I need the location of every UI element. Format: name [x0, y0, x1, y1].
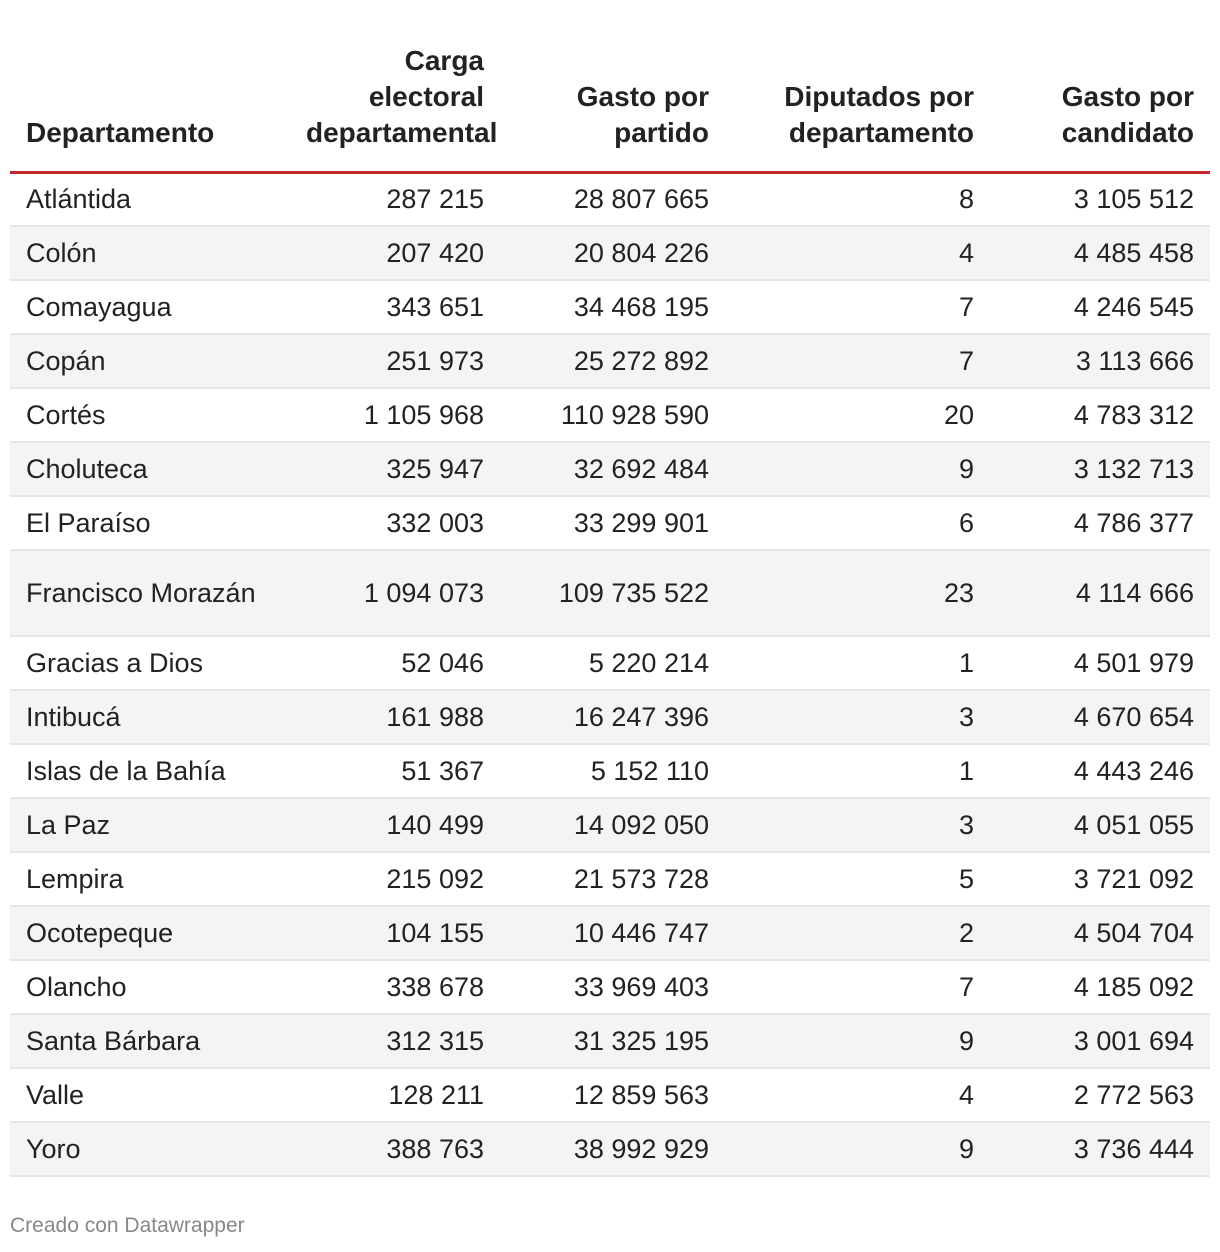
cell-gasto-por-candidato: 4 485 458 — [990, 226, 1210, 280]
cell-gasto-por-candidato: 4 504 704 — [990, 906, 1210, 960]
cell-gasto-por-partido: 33 969 403 — [500, 960, 725, 1014]
header-row — [10, 0, 1210, 172]
table-row — [10, 906, 1210, 960]
cell-carga-electoral: 388 763 — [290, 1122, 500, 1176]
cell-diputados: 2 — [725, 906, 990, 960]
cell-gasto-por-candidato: 3 736 444 — [990, 1122, 1210, 1176]
cell-departamento: El Paraíso — [10, 496, 290, 550]
cell-departamento: Lempira — [10, 852, 290, 906]
cell-gasto-por-partido: 31 325 195 — [500, 1014, 725, 1068]
cell-gasto-por-partido: 25 272 892 — [500, 334, 725, 388]
data-table-container — [10, 0, 1210, 1177]
cell-carga-electoral: 215 092 — [290, 852, 500, 906]
cell-gasto-por-candidato: 4 501 979 — [990, 636, 1210, 690]
cell-diputados: 1 — [725, 636, 990, 690]
cell-diputados: 6 — [725, 496, 990, 550]
table-row — [10, 496, 1210, 550]
cell-gasto-por-partido: 32 692 484 — [500, 442, 725, 496]
cell-diputados: 5 — [725, 852, 990, 906]
cell-diputados: 4 — [725, 1068, 990, 1122]
table-row — [10, 798, 1210, 852]
cell-departamento: Cortés — [10, 388, 290, 442]
cell-carga-electoral: 332 003 — [290, 496, 500, 550]
table-header — [10, 0, 1210, 172]
cell-gasto-por-partido: 5 152 110 — [500, 744, 725, 798]
cell-departamento: Choluteca — [10, 442, 290, 496]
cell-gasto-por-partido: 12 859 563 — [500, 1068, 725, 1122]
table-row — [10, 744, 1210, 798]
table-row — [10, 226, 1210, 280]
cell-carga-electoral: 104 155 — [290, 906, 500, 960]
cell-gasto-por-partido: 5 220 214 — [500, 636, 725, 690]
cell-departamento: Intibucá — [10, 690, 290, 744]
cell-diputados: 7 — [725, 960, 990, 1014]
cell-departamento: Islas de la Bahía — [10, 744, 290, 798]
table-row — [10, 690, 1210, 744]
table-row — [10, 1122, 1210, 1176]
cell-gasto-por-candidato: 3 721 092 — [990, 852, 1210, 906]
column-header-departamento[interactable]: Departamento — [10, 0, 290, 172]
cell-departamento: Colón — [10, 226, 290, 280]
data-table — [10, 0, 1210, 1177]
cell-carga-electoral: 343 651 — [290, 280, 500, 334]
column-header-diputados[interactable]: Diputados por departamento — [725, 0, 990, 172]
table-row — [10, 636, 1210, 690]
cell-diputados: 23 — [725, 550, 990, 636]
cell-gasto-por-partido: 20 804 226 — [500, 226, 725, 280]
column-header-carga-electoral[interactable]: Carga electoral departamental — [290, 0, 500, 172]
table-row — [10, 960, 1210, 1014]
cell-carga-electoral: 287 215 — [290, 172, 500, 226]
cell-departamento: Yoro — [10, 1122, 290, 1176]
cell-carga-electoral: 161 988 — [290, 690, 500, 744]
cell-carga-electoral: 338 678 — [290, 960, 500, 1014]
cell-departamento: Copán — [10, 334, 290, 388]
cell-diputados: 4 — [725, 226, 990, 280]
cell-diputados: 8 — [725, 172, 990, 226]
cell-carga-electoral: 1 094 073 — [290, 550, 500, 636]
cell-carga-electoral: 325 947 — [290, 442, 500, 496]
cell-diputados: 9 — [725, 1122, 990, 1176]
cell-departamento: Gracias a Dios — [10, 636, 290, 690]
cell-gasto-por-partido: 16 247 396 — [500, 690, 725, 744]
cell-gasto-por-candidato: 4 051 055 — [990, 798, 1210, 852]
cell-carga-electoral: 207 420 — [290, 226, 500, 280]
cell-departamento: Ocotepeque — [10, 906, 290, 960]
cell-gasto-por-partido: 10 446 747 — [500, 906, 725, 960]
cell-gasto-por-candidato: 4 246 545 — [990, 280, 1210, 334]
footer-credit: Creado con Datawrapper — [10, 1214, 245, 1237]
cell-departamento: Comayagua — [10, 280, 290, 334]
cell-gasto-por-candidato: 4 185 092 — [990, 960, 1210, 1014]
cell-diputados: 9 — [725, 1014, 990, 1068]
cell-departamento: Atlántida — [10, 172, 290, 226]
cell-gasto-por-candidato: 4 786 377 — [990, 496, 1210, 550]
cell-gasto-por-partido: 110 928 590 — [500, 388, 725, 442]
cell-diputados: 7 — [725, 280, 990, 334]
cell-diputados: 3 — [725, 690, 990, 744]
cell-gasto-por-partido: 38 992 929 — [500, 1122, 725, 1176]
cell-carga-electoral: 312 315 — [290, 1014, 500, 1068]
cell-gasto-por-candidato: 3 105 512 — [990, 172, 1210, 226]
cell-gasto-por-candidato: 2 772 563 — [990, 1068, 1210, 1122]
cell-gasto-por-partido: 28 807 665 — [500, 172, 725, 226]
table-row — [10, 442, 1210, 496]
column-header-gasto-por-candidato[interactable]: Gasto por candidato — [990, 0, 1210, 172]
cell-diputados: 20 — [725, 388, 990, 442]
cell-gasto-por-candidato: 3 001 694 — [990, 1014, 1210, 1068]
cell-carga-electoral: 51 367 — [290, 744, 500, 798]
cell-diputados: 7 — [725, 334, 990, 388]
cell-carga-electoral: 52 046 — [290, 636, 500, 690]
cell-gasto-por-candidato: 3 113 666 — [990, 334, 1210, 388]
cell-diputados: 1 — [725, 744, 990, 798]
cell-gasto-por-partido: 109 735 522 — [500, 550, 725, 636]
cell-departamento: Olancho — [10, 960, 290, 1014]
cell-carga-electoral: 128 211 — [290, 1068, 500, 1122]
table-row — [10, 280, 1210, 334]
table-row — [10, 334, 1210, 388]
table-row — [10, 388, 1210, 442]
column-header-gasto-por-partido[interactable]: Gasto por partido — [500, 0, 725, 172]
table-row — [10, 852, 1210, 906]
table-row — [10, 172, 1210, 226]
table-row — [10, 1068, 1210, 1122]
cell-gasto-por-candidato: 4 114 666 — [990, 550, 1210, 636]
cell-gasto-por-candidato: 4 670 654 — [990, 690, 1210, 744]
table-body — [10, 172, 1210, 1176]
cell-diputados: 9 — [725, 442, 990, 496]
cell-carga-electoral: 140 499 — [290, 798, 500, 852]
cell-gasto-por-partido: 21 573 728 — [500, 852, 725, 906]
cell-gasto-por-partido: 34 468 195 — [500, 280, 725, 334]
cell-carga-electoral: 1 105 968 — [290, 388, 500, 442]
cell-departamento: Valle — [10, 1068, 290, 1122]
cell-gasto-por-candidato: 4 443 246 — [990, 744, 1210, 798]
cell-diputados: 3 — [725, 798, 990, 852]
cell-gasto-por-candidato: 4 783 312 — [990, 388, 1210, 442]
cell-departamento: Francisco Morazán — [10, 550, 290, 636]
table-row — [10, 1014, 1210, 1068]
table-row — [10, 550, 1210, 636]
cell-carga-electoral: 251 973 — [290, 334, 500, 388]
cell-gasto-por-partido: 33 299 901 — [500, 496, 725, 550]
cell-departamento: La Paz — [10, 798, 290, 852]
cell-gasto-por-partido: 14 092 050 — [500, 798, 725, 852]
cell-departamento: Santa Bárbara — [10, 1014, 290, 1068]
cell-gasto-por-candidato: 3 132 713 — [990, 442, 1210, 496]
